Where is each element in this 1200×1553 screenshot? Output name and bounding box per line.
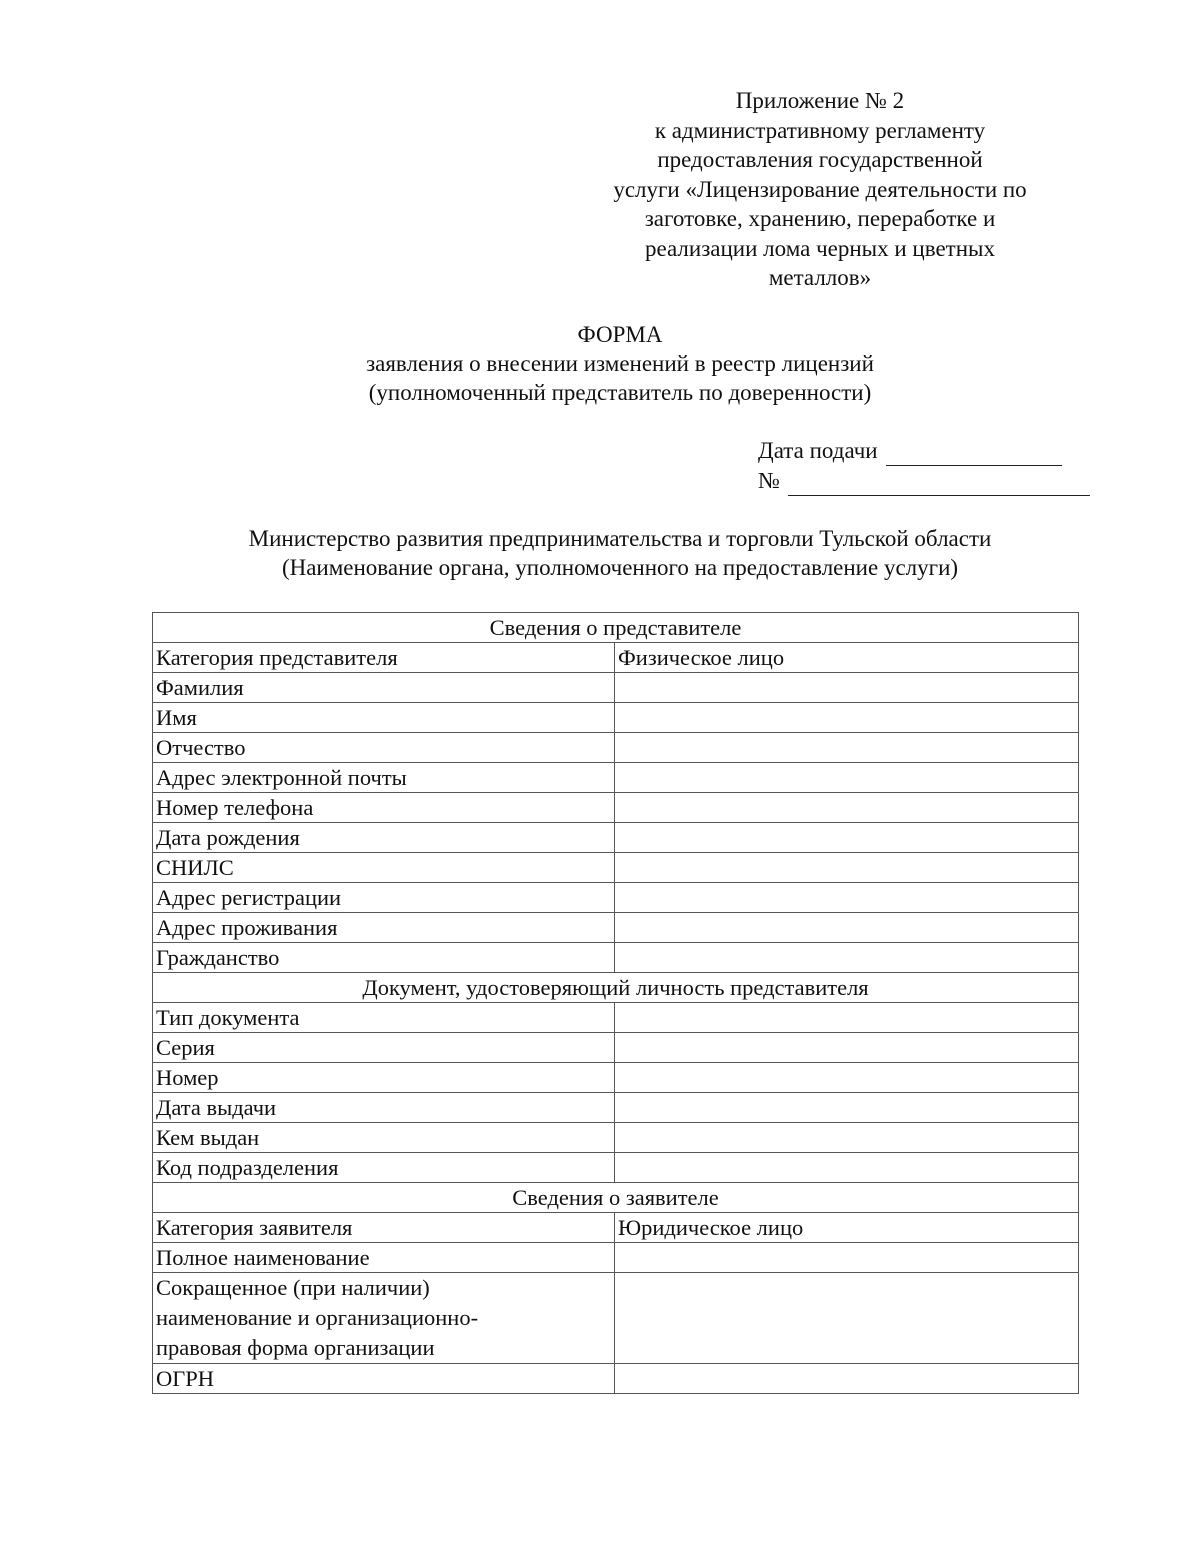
field-label: Номер телефона bbox=[153, 793, 615, 823]
birth-date-field[interactable] bbox=[615, 823, 1079, 853]
table-row bbox=[153, 793, 1079, 823]
authority-name: Министерство развития предпринимательства и торговли Тульской области bbox=[248, 526, 992, 551]
table-row bbox=[153, 763, 1079, 793]
snils-field[interactable] bbox=[615, 853, 1079, 883]
table-row bbox=[153, 943, 1079, 973]
table-row bbox=[153, 883, 1079, 913]
table-row bbox=[153, 643, 1079, 673]
residence-address-field[interactable] bbox=[615, 913, 1079, 943]
submission-meta bbox=[758, 436, 1098, 496]
appendix-line: металлов» bbox=[768, 265, 872, 290]
field-label: СНИЛС bbox=[153, 853, 615, 883]
submission-date-row bbox=[758, 436, 1098, 466]
registration-address-field[interactable] bbox=[615, 883, 1079, 913]
section-header-row bbox=[153, 973, 1079, 1003]
email-field[interactable] bbox=[615, 763, 1079, 793]
appendix-line: реализации лома черных и цветных bbox=[645, 235, 995, 261]
field-label: Код подразделения bbox=[153, 1153, 615, 1183]
section-header-row bbox=[153, 1183, 1079, 1213]
field-label: Гражданство bbox=[153, 943, 615, 973]
short-name-label bbox=[153, 1273, 615, 1364]
table-row bbox=[153, 733, 1079, 763]
form-title: ФОРМА bbox=[577, 322, 663, 347]
field-label: Серия bbox=[153, 1033, 615, 1063]
authority-block bbox=[120, 524, 1120, 582]
table-row bbox=[153, 1123, 1079, 1153]
short-name-label-line: наименование и организационно- bbox=[156, 1305, 479, 1330]
field-label: Отчество bbox=[153, 733, 615, 763]
field-label: Фамилия bbox=[153, 673, 615, 703]
last-name-field[interactable] bbox=[615, 673, 1079, 703]
field-label: Кем выдан bbox=[153, 1123, 615, 1153]
table-row bbox=[153, 1243, 1079, 1273]
table-row bbox=[153, 1033, 1079, 1063]
appendix-line: услуги «Лицензирование деятельности по bbox=[613, 176, 1027, 202]
submission-number-field[interactable] bbox=[788, 473, 1090, 496]
identity-document-section-title: Документ, удостоверяющий личность представителя bbox=[153, 973, 1079, 1003]
field-label: Адрес регистрации bbox=[153, 883, 615, 913]
document-type-field[interactable] bbox=[615, 1003, 1079, 1033]
subdivision-code-field[interactable] bbox=[615, 1153, 1079, 1183]
table-row bbox=[153, 1153, 1079, 1183]
submission-number-label: № bbox=[758, 468, 780, 493]
first-name-field[interactable] bbox=[615, 703, 1079, 733]
short-name-label-line: Сокращенное (при наличии) bbox=[156, 1275, 430, 1300]
appendix-line: предоставления государственной bbox=[657, 147, 983, 172]
appendix-line: Приложение № 2 bbox=[735, 88, 905, 113]
patronymic-field[interactable] bbox=[615, 733, 1079, 763]
field-label: ОГРН bbox=[153, 1364, 615, 1394]
issue-date-field[interactable] bbox=[615, 1093, 1079, 1123]
table-row bbox=[153, 1213, 1079, 1243]
submission-date-label: Дата подачи bbox=[758, 438, 878, 463]
submission-date-field[interactable] bbox=[886, 443, 1062, 466]
short-name-label-line: правовая форма организации bbox=[156, 1335, 435, 1360]
table-row bbox=[153, 823, 1079, 853]
representative-category-label: Категория представителя bbox=[153, 643, 615, 673]
field-label: Тип документа bbox=[153, 1003, 615, 1033]
authority-caption: (Наименование органа, уполномоченного на предоставление услуги) bbox=[281, 555, 959, 580]
table-row bbox=[153, 1273, 1079, 1364]
short-name-field[interactable] bbox=[615, 1273, 1079, 1364]
field-label: Дата рождения bbox=[153, 823, 615, 853]
table-row bbox=[153, 673, 1079, 703]
citizenship-field[interactable] bbox=[615, 943, 1079, 973]
field-label: Имя bbox=[153, 703, 615, 733]
form-subtitle: заявления о внесении изменений в реестр лицензий bbox=[366, 351, 874, 376]
table-row bbox=[153, 1364, 1079, 1394]
representative-category-value: Физическое лицо bbox=[615, 643, 1079, 673]
table-row bbox=[153, 1003, 1079, 1033]
applicant-category-value: Юридическое лицо bbox=[615, 1213, 1079, 1243]
document-series-field[interactable] bbox=[615, 1033, 1079, 1063]
table-row bbox=[153, 1063, 1079, 1093]
issued-by-field[interactable] bbox=[615, 1123, 1079, 1153]
field-label: Адрес электронной почты bbox=[153, 763, 615, 793]
field-label: Адрес проживания bbox=[153, 913, 615, 943]
appendix-header bbox=[560, 86, 1080, 293]
form-title-block bbox=[240, 320, 1000, 407]
field-label: Дата выдачи bbox=[153, 1093, 615, 1123]
document-number-field[interactable] bbox=[615, 1063, 1079, 1093]
ogrn-field[interactable] bbox=[615, 1364, 1079, 1394]
table-row bbox=[153, 1093, 1079, 1123]
field-label: Полное наименование bbox=[153, 1243, 615, 1273]
appendix-line: к административному регламенту bbox=[654, 117, 986, 143]
appendix-line: заготовке, хранению, переработке и bbox=[644, 206, 996, 231]
form-subtitle: (уполномоченный представитель по доверенности) bbox=[368, 380, 872, 405]
table-row bbox=[153, 853, 1079, 883]
table-row bbox=[153, 703, 1079, 733]
applicant-category-label: Категория заявителя bbox=[153, 1213, 615, 1243]
phone-field[interactable] bbox=[615, 793, 1079, 823]
field-label: Номер bbox=[153, 1063, 615, 1093]
submission-number-row bbox=[758, 466, 1098, 496]
full-name-field[interactable] bbox=[615, 1243, 1079, 1273]
table-row bbox=[153, 913, 1079, 943]
representative-section-title: Сведения о представителе bbox=[153, 613, 1079, 643]
applicant-section-title: Сведения о заявителе bbox=[153, 1183, 1079, 1213]
section-header-row bbox=[153, 613, 1079, 643]
application-table bbox=[152, 612, 1079, 1394]
